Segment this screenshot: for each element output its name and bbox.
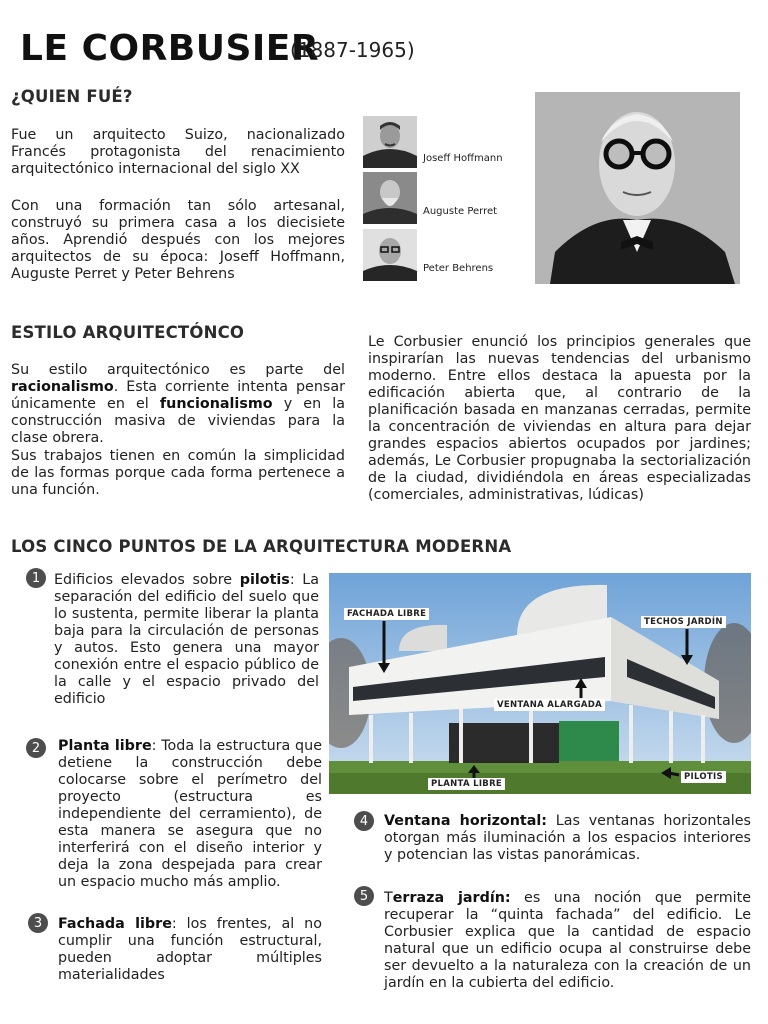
who-heading: ¿QUIEN FUÉ? <box>11 87 133 106</box>
who-para-1: Fue un arquitecto Suizo, nacionalizado Francés protagonista del renacimiento arquitectónico internacional del siglo XX <box>11 127 345 177</box>
point-3-number: 3 <box>28 913 48 933</box>
style-para-1: Su estilo arquitectónico es parte del racionalismo. Esta corriente intenta pensar únicamente en el funcionalismo y en la construcción masiva de viviendas para la clase obrera. <box>11 362 345 446</box>
point-4-number: 4 <box>354 811 374 831</box>
label-planta-libre: PLANTA LIBRE <box>428 778 505 790</box>
caption-hoffmann: Joseff Hoffmann <box>423 153 503 164</box>
point-1-number: 1 <box>26 568 46 588</box>
page-title: LE CORBUSIER <box>20 28 320 69</box>
who-para-2: Con una formación tan sólo artesanal, construyó su primera casa a los diecisiete años. Aprendió después con los mejores arquitectos de su época: Joseff Hoffmann, Auguste Perret y Peter Behrens <box>11 198 345 282</box>
five-points-heading: LOS CINCO PUNTOS DE LA ARQUITECTURA MODERNA <box>11 537 512 556</box>
hoffmann-portrait <box>363 116 417 168</box>
style-heading: ESTILO ARQUITECTÓNCO <box>11 323 245 342</box>
urbanism-paragraph: Le Corbusier enunció los principios generales que inspirarían las nuevas tendencias del urbanismo moderno. Entre ellos destaca la apuesta por la edificación abierta que, al contrario de la planificación basada en manzanas cerradas, permite la concentración de viviendas en altura para dejar grandes espacios abiertos ocupados por jardines; además, Le Corbusier propugnaba la sectorialización de la ciudad, dividiéndola en áreas especializadas (comerciales, administrativas, lúdicas) <box>368 334 751 503</box>
behrens-portrait <box>363 229 417 281</box>
label-techos-jardin: TECHOS JARDÍN <box>641 616 726 628</box>
point-5-text: Terraza jardín: es una noción que permite recuperar la “quinta fachada” del edificio. Le Corbusier explica que la cantidad de espacio natural que un edificio ocupa al construirse debe ser devuelto a la naturaleza con la creación de un jardín en la cubierta del edificio. <box>384 890 751 991</box>
le-corbusier-portrait <box>535 92 740 284</box>
villa-savoye-diagram <box>329 573 751 794</box>
page-years: (1887-1965) <box>290 38 415 62</box>
point-4-text: Ventana horizontal: Las ventanas horizontales otorgan más iluminación a los espacios interiores y potencian las vistas panorámicas. <box>384 813 751 863</box>
caption-behrens: Peter Behrens <box>423 263 494 274</box>
label-ventana-alargada: VENTANA ALARGADA <box>494 699 605 711</box>
point-3-text: Fachada libre: los frentes, al no cumplir una función estructural, pueden adoptar múltiples materialidades <box>58 916 322 983</box>
label-fachada-libre: FACHADA LIBRE <box>344 608 429 620</box>
style-para-2: Sus trabajos tienen en común la simplicidad de las formas porque cada forma pertenece a una función. <box>11 448 345 498</box>
caption-perret: Auguste Perret <box>423 206 498 217</box>
point-2-text: Planta libre: Toda la estructura que detiene la construcción debe colocarse sobre el perímetro del proyecto (estructura es independiente del cerramiento), de esta manera se asegura que no interferirá con el diseño interior y deja la zona despejada para crear un espacio mucho más amplio. <box>58 738 322 890</box>
point-2-number: 2 <box>26 738 46 758</box>
point-1-text: Edificios elevados sobre pilotis: La separación del edificio del suelo que lo sustenta, permite liberar la planta baja para la circulación de personas y autos. Esto genera una mayor conexión entre el espacio público de la calle y el espacio privado del edificio <box>54 572 320 707</box>
point-5-number: 5 <box>354 886 374 906</box>
label-pilotis: PILOTIS <box>681 771 726 783</box>
perret-portrait <box>363 172 417 224</box>
